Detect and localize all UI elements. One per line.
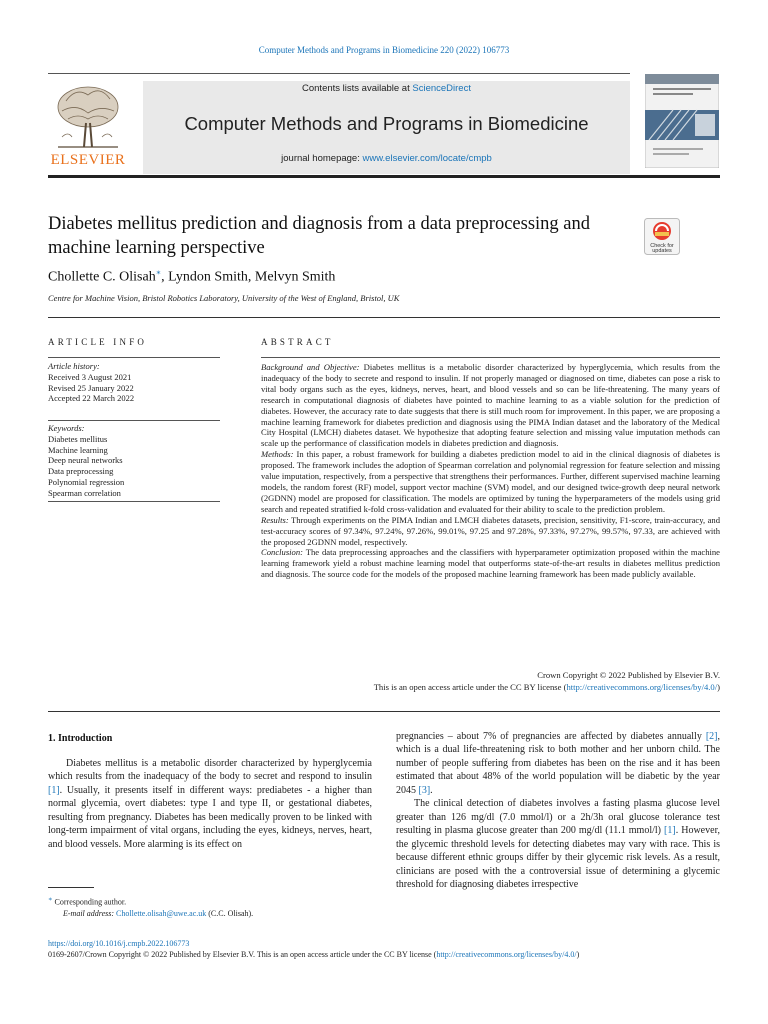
article-history <box>48 361 220 404</box>
abstract-results-label: Results: <box>261 514 289 525</box>
sciencedirect-link[interactable]: ScienceDirect <box>412 83 471 94</box>
history-received: Received 3 August 2021 <box>48 371 132 382</box>
abstract-background-text: Diabetes mellitus is a metabolic disorder characterized by hyperglycemia, which results from the inadequacy of the body to secrete and respond to insulin. If not properly managed or diagnosed on time, diabetes can pose a risk to vital body organs such as the eyes, kidneys, nerves, heart, and blood vessels and so can be life-threatening. The many years of research in computational diagnosis of diabetes have pointed to machine learning to as a viable solution for the prediction of diabetes. However, the accuracy rate to date suggests that there is still much room for improvement. In this paper, we are proposing a machine learning framework for diabetes prediction and diagnosis using the PIMA Indian dataset and the laboratory of the Medical City Hospital (LMCH) diabetes dataset. We hypothesize that adopting feature selection and missing value imputation methods can scale up the performance of classification models in diabetes prediction and diagnosis. <box>261 362 721 449</box>
article-info-heading: ARTICLE INFO <box>48 337 148 347</box>
journal-homepage-link[interactable]: www.elsevier.com/locate/cmpb <box>362 153 492 164</box>
history-label: Article history: <box>48 361 100 371</box>
homepage-prefix: journal homepage: <box>281 153 363 164</box>
contents-prefix: Contents lists available at <box>302 83 413 94</box>
abstract-conclusion <box>261 547 720 580</box>
divider <box>48 317 720 318</box>
reference-link[interactable]: [1] <box>48 784 60 796</box>
reference-link[interactable]: [2] <box>705 731 718 742</box>
abstract-methods-text: In this paper, a robust framework for building a diabetes prediction model to aid in the clinical diagnosis of diabetes is proposed. The framework includes the adoption of Spearman correlation and polynomial regression for feature selection and missing value imputation, respectively, from a perspective that strengthens their performances. Further, different supervised machine learning models, the random forest (RF) model, support vector machine (SVM) model, and our designed twice-growth deep neural network (2GDNN) model are proposed for classification. The models are optimized by tuning the hyperparameters of the models using grid search and repeated stratified k-fold cross-validation and evaluated for their ability to scale to the prediction problem. <box>261 449 720 514</box>
body-paragraph <box>396 730 720 797</box>
reference-link[interactable]: [1] <box>664 825 676 837</box>
body-text: . However, the glycemic threshold levels for detecting diabetes may vary with race. This is because different ethnic groups differ by their glycemic risk levels. As a result, clinicians are posed with the a controversial issue of determining a glycemic threshold for diagnosing diabetes irrespective <box>396 825 720 890</box>
email-suffix: (C.C. Olisah). <box>206 909 254 919</box>
check-updates-line2: updates <box>652 248 672 254</box>
journal-citation-link[interactable]: Computer Methods and Programs in Biomedicine 220 (2022) 106773 <box>258 45 510 55</box>
check-for-updates-badge[interactable] <box>644 218 680 255</box>
elsevier-wordmark: ELSEVIER <box>50 152 126 168</box>
author-list <box>48 268 335 286</box>
body-text: Diabetes mellitus is a metabolic disorder characterized by hyperglycemia which results from the inadequacy of the body to secret and respond to insulin <box>48 758 372 783</box>
issn-prefix: 0169-2607/Crown Copyright © 2022 Published by Elsevier B.V. This is an open access article under the CC BY license ( <box>48 950 437 959</box>
keyword-item: Deep neural networks <box>48 455 123 466</box>
body-column-left <box>48 757 372 851</box>
cc-license-link[interactable]: http://creativecommons.org/licenses/by/4.0/ <box>566 681 718 692</box>
abstract-heading: ABSTRACT <box>261 337 334 347</box>
abstract-body <box>261 362 720 580</box>
body-column-right <box>396 730 720 891</box>
body-paragraph <box>396 797 720 891</box>
footnote-mark: ∗ <box>48 896 53 903</box>
keywords-label: Keywords: <box>48 423 85 433</box>
license-prefix: This is an open access article under the CC BY license ( <box>373 681 567 692</box>
keyword-item: Machine learning <box>48 444 108 455</box>
license-line <box>261 682 720 694</box>
header-rule-top <box>48 73 630 74</box>
footnotes <box>48 894 253 920</box>
divider <box>48 711 720 712</box>
abstract-conclusion-text: The data preprocessing approaches and the classifiers with hyperparameter optimization proposed within the machine learning framework yield a robust machine learning model that outperforms state-of-the-art results in diabetes mellitus prediction and diagnosis. The source code for the models of the proposed machine learning framework has been made publicly available. <box>261 547 720 580</box>
abstract-conclusion-label: Conclusion: <box>261 547 304 558</box>
abstract-methods-label: Methods: <box>261 449 294 460</box>
divider <box>48 357 220 358</box>
body-text: . Usually, it presents itself in different ways: prediabetes - a higher than normal glycemia, overt diabetes: type I and type II, or gestational diabetes, resulting from pregnancy. Diabetes has been medically proven to be linked with long-term impairment of vital organs, including the eyes, kidneys, nerves, heart, and blood vessels. More alarming is its effect on <box>48 784 372 850</box>
corresponding-author-note <box>48 894 253 908</box>
author-email-link[interactable]: Chollette.olisah@uwe.ac.uk <box>116 909 207 919</box>
footnote-divider <box>48 887 94 888</box>
keyword-item: Spearman correlation <box>48 487 121 498</box>
author-separator: , <box>161 269 169 285</box>
article-title: Diabetes mellitus prediction and diagnosis from a data preprocessing and machine learning perspective <box>48 214 591 258</box>
keyword-item: Polynomial regression <box>48 476 125 487</box>
history-revised: Revised 25 January 2022 <box>48 382 134 393</box>
header-rule-bottom <box>48 175 720 178</box>
author-affiliation: Centre for Machine Vision, Bristol Robotics Laboratory, University of the West of England, Bristol, UK <box>48 293 400 303</box>
author-name[interactable]: Lyndon Smith <box>168 269 248 285</box>
abstract-results-text: Through experiments on the PIMA Indian and LMCH diabetes datasets, precision, sensitivity, F1-score, train-accuracy, and test-accuracy scores of 97.34%, 97.24%, 97.26%, 99.01%, 97.25 and 97.28%, 97.33%, 97.27%, 99.57%, 97.33, are achieved with the proposed 2GDNN model, respectively. <box>261 514 720 547</box>
body-text: pregnancies – about 7% of pregnancies are affected by diabetes annually <box>396 731 706 742</box>
abstract-background-label: Background and Objective: <box>261 362 360 372</box>
issn-copyright-line <box>48 950 579 959</box>
body-paragraph <box>48 757 372 851</box>
author-separator: , <box>247 269 255 285</box>
footnote-text: Corresponding author. <box>54 897 127 907</box>
email-label: E-mail address: <box>63 909 117 919</box>
body-text: . <box>430 784 433 796</box>
divider <box>48 501 220 502</box>
body-text: The clinical detection of diabetes involves a fasting plasma glucose level greater than 126 mg/dl (7.0 mmol/l) or a 2h/3h oral glucose tolerance test resulting in plasma glucose greater than 200 mg/dl (11.1 mmol/l) <box>396 798 720 837</box>
keywords <box>48 423 220 499</box>
journal-name: Computer Methods and Programs in Biomedicine <box>184 113 589 134</box>
section-heading-introduction: 1. Introduction <box>48 733 113 744</box>
author-name[interactable]: Chollette C. Olisah <box>48 269 156 285</box>
abstract-methods <box>261 449 720 514</box>
issn-suffix: ) <box>576 950 580 959</box>
abstract-copyright <box>261 670 720 693</box>
copyright-line: Crown Copyright © 2022 Published by Elsevier B.V. <box>537 670 720 680</box>
license-suffix: ) <box>717 681 720 692</box>
email-note <box>48 908 253 920</box>
keyword-item: Data preprocessing <box>48 466 114 477</box>
divider <box>48 420 220 421</box>
corresponding-author-mark[interactable]: ∗ <box>155 268 162 277</box>
footer-license-link[interactable]: http://creativecommons.org/licenses/by/4.0/ <box>436 950 577 959</box>
history-accepted: Accepted 22 March 2022 <box>48 393 135 404</box>
body-text: , which is a dual life-threatening risk to both mother and her unborn child. The number of people suffering from diabetes has been on the rise and it has been estimated that about 48% of the world population will be diabetic by the year 2045 <box>396 731 720 796</box>
keyword-item: Diabetes mellitus <box>48 433 108 444</box>
journal-cover-thumbnail[interactable] <box>645 74 719 168</box>
divider <box>261 357 720 358</box>
abstract-background <box>261 362 720 449</box>
journal-homepage <box>143 153 630 164</box>
contents-availability <box>143 83 630 94</box>
author-name[interactable]: Melvyn Smith <box>254 269 336 285</box>
check-updates-line1: Check for <box>650 243 674 249</box>
doi-link[interactable]: https://doi.org/10.1016/j.cmpb.2022.106773 <box>48 939 190 948</box>
reference-link[interactable]: [3] <box>418 784 431 796</box>
abstract-results <box>261 515 720 548</box>
